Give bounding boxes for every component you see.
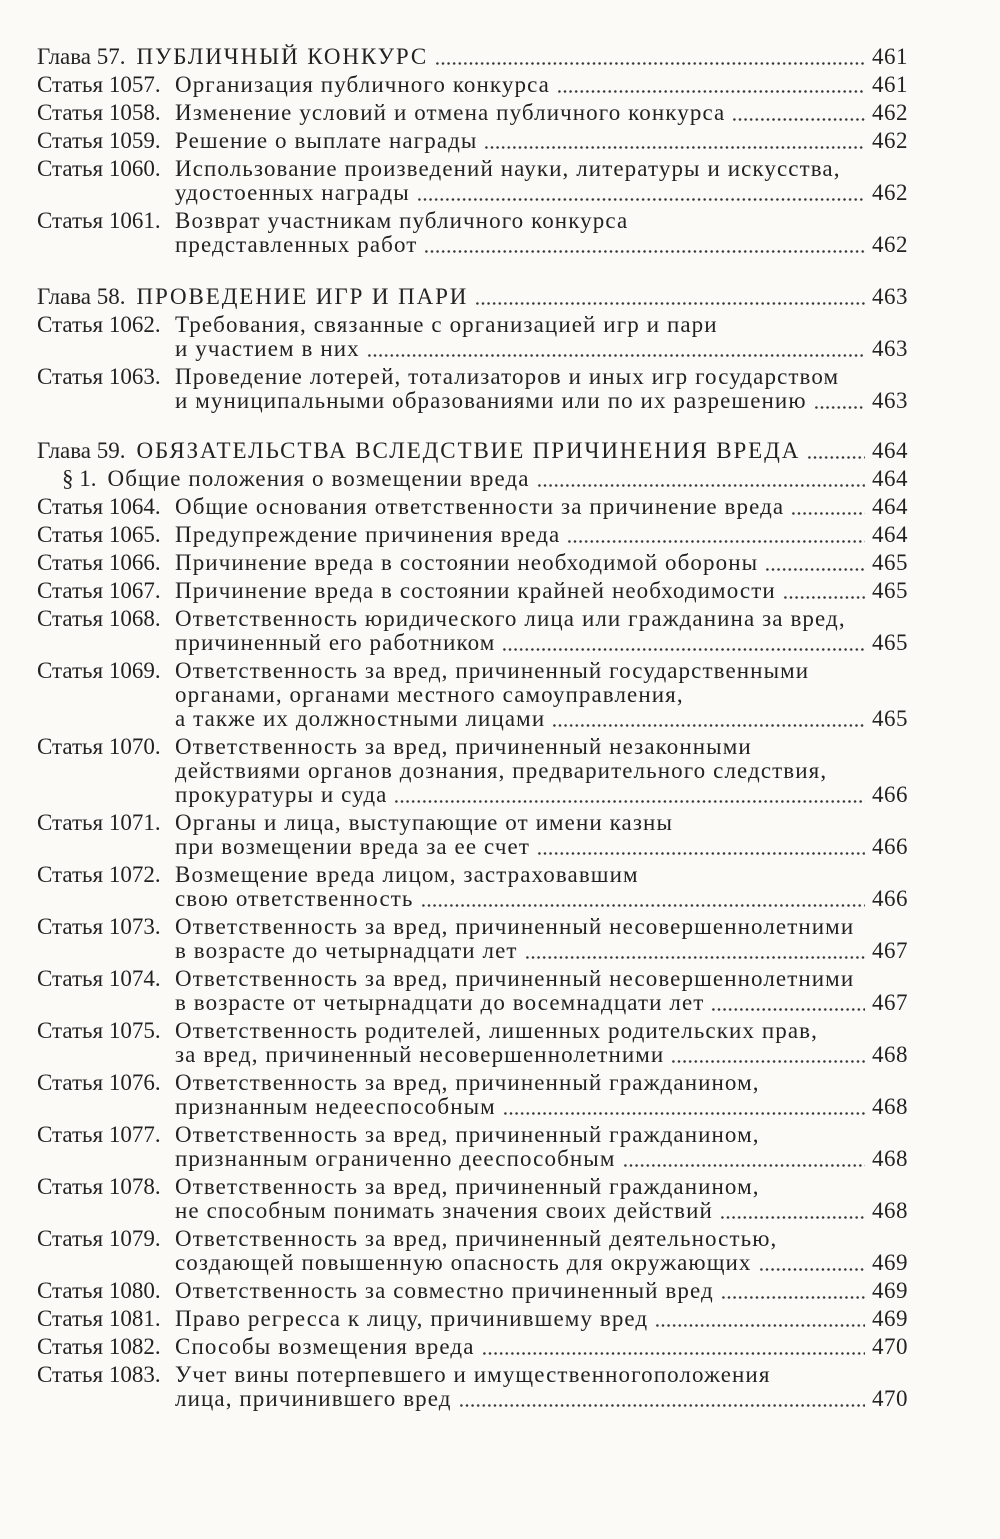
dot-leader	[721, 1216, 865, 1219]
dot-leader	[504, 1112, 865, 1115]
article-title: Ответственность юридического лица или гражданина за вред,	[175, 606, 846, 631]
dot-leader	[766, 568, 865, 571]
article-title: Ответственность за вред, причиненный гражданином,	[175, 1174, 760, 1199]
dot-leader	[733, 118, 865, 121]
toc-entry-article-1066	[37, 551, 908, 575]
toc-entry-article-1058	[37, 101, 908, 125]
toc-entry-article-1083	[37, 1363, 908, 1411]
article-title: Возврат участникам публичного конкурса	[175, 208, 629, 233]
dot-leader	[656, 1324, 865, 1327]
chapter-heading	[37, 439, 908, 463]
dot-leader	[436, 62, 865, 65]
toc-entry-article-1068	[37, 607, 908, 655]
page-number: 463	[872, 284, 908, 309]
article-title-continued: а также их должностными лицами	[175, 706, 546, 731]
dot-leader	[483, 1352, 865, 1355]
page-number: 469	[872, 1278, 908, 1303]
article-title: Требования, связанные с организацией игр и пари	[175, 312, 718, 337]
toc-entry-article-1057	[37, 73, 908, 97]
page-number: 462	[872, 180, 908, 205]
page-number: 465	[872, 706, 908, 731]
article-title-continued: при возмещении вреда за ее счет	[175, 834, 530, 859]
dot-leader	[460, 1404, 865, 1407]
article-number: Статья 1082.	[37, 1334, 161, 1359]
article-title-continued: признанным недееспособным	[175, 1094, 496, 1119]
page-number: 470	[872, 1334, 908, 1359]
chapter-59	[37, 439, 908, 1411]
chapter-number: Глава 57.	[37, 44, 126, 69]
entry-line	[37, 1123, 908, 1147]
dot-leader	[815, 406, 865, 409]
page-number: 463	[872, 336, 908, 361]
article-title: Причинение вреда в состоянии необходимой обороны	[175, 550, 759, 575]
entry-line	[37, 759, 908, 783]
dot-leader	[418, 198, 865, 201]
dot-leader	[672, 1060, 865, 1063]
dot-leader	[558, 90, 865, 93]
page-number: 465	[872, 578, 908, 603]
article-number: Статья 1067.	[37, 578, 161, 603]
article-number: Статья 1083.	[37, 1362, 161, 1387]
article-number: Статья 1060.	[37, 156, 161, 181]
article-title: Ответственность за вред, причиненный несовершеннолетними	[175, 966, 855, 991]
page-number: 462	[872, 232, 908, 257]
article-title-continued: создающей повышенную опасность для окружающих	[175, 1250, 752, 1275]
entry-line	[37, 863, 908, 887]
entry-line	[37, 209, 908, 233]
toc-entry-article-1061	[37, 209, 908, 257]
article-title-continued: за вред, причиненный несовершеннолетними	[175, 1042, 665, 1067]
article-title-continued: свою ответственность	[175, 886, 414, 911]
article-title-continued: в возрасте от четырнадцати до восемнадцати лет	[175, 990, 705, 1015]
article-title: Общие основания ответственности за причинение вреда	[175, 494, 785, 519]
dot-leader	[760, 1268, 865, 1271]
article-title-continued: представленных работ	[175, 232, 418, 257]
dot-leader	[712, 1008, 865, 1011]
dot-leader	[538, 852, 865, 855]
page-number: 464	[872, 466, 908, 491]
entry-line	[37, 1227, 908, 1251]
article-number: Статья 1079.	[37, 1226, 161, 1251]
article-number: Статья 1080.	[37, 1278, 161, 1303]
toc-entry-paragraph-1	[37, 467, 908, 491]
article-title-continued: удостоенных награды	[175, 180, 410, 205]
article-title-continued: и муниципальными образованиями или по их разрешению	[175, 388, 807, 413]
toc-entry-article-1081	[37, 1307, 908, 1331]
dot-leader	[395, 800, 865, 803]
entry-line	[37, 1071, 908, 1095]
article-number: Статья 1068.	[37, 606, 161, 631]
article-title-continued: органами, органами местного самоуправления,	[175, 682, 684, 707]
article-title: Ответственность за совместно причиненный вред	[175, 1278, 714, 1303]
entry-line	[37, 735, 908, 759]
dot-leader	[422, 904, 866, 907]
entry-line	[37, 1175, 908, 1199]
article-number: Статья 1061.	[37, 208, 161, 233]
article-number: Статья 1063.	[37, 364, 161, 389]
page-number: 466	[872, 782, 908, 807]
article-title: Предупреждение причинения вреда	[175, 522, 561, 547]
chapter-57	[37, 45, 908, 257]
dot-leader	[425, 250, 865, 253]
article-title: Ответственность за вред, причиненный гражданином,	[175, 1070, 760, 1095]
toc-entry-article-1080	[37, 1279, 908, 1303]
entry-line	[37, 887, 908, 911]
page-number: 463	[872, 388, 908, 413]
article-title: Возмещение вреда лицом, застраховавшим	[175, 862, 639, 887]
page-number: 464	[872, 438, 908, 463]
entry-line	[37, 835, 908, 859]
chapter-heading	[37, 285, 908, 309]
article-title: Причинение вреда в состоянии крайней необходимости	[175, 578, 776, 603]
entry-line	[37, 157, 908, 181]
article-number: Статья 1062.	[37, 312, 161, 337]
article-number: Статья 1075.	[37, 1018, 161, 1043]
toc-entry-article-1072	[37, 863, 908, 911]
chapter-number: Глава 59.	[37, 438, 126, 463]
article-number: Статья 1078.	[37, 1174, 161, 1199]
article-title-continued: лица, причинившего вред	[175, 1386, 452, 1411]
entry-line	[37, 1363, 908, 1387]
page-number: 465	[872, 550, 908, 575]
article-title: Изменение условий и отмена публичного конкурса	[175, 100, 726, 125]
dot-leader	[538, 484, 865, 487]
page-number: 464	[872, 522, 908, 547]
article-number: Статья 1058.	[37, 100, 161, 125]
article-title-continued: и участием в них	[175, 336, 360, 361]
article-number: Статья 1076.	[37, 1070, 161, 1095]
article-title-continued: действиями органов дознания, предварительного следствия,	[175, 758, 828, 783]
chapter-title: ПРОВЕДЕНИЕ ИГР И ПАРИ	[136, 284, 469, 309]
article-title-continued: прокуратуры и суда	[175, 782, 388, 807]
toc-entry-article-1065	[37, 523, 908, 547]
paragraph-number: § 1.	[62, 466, 97, 491]
toc-entry-article-1079	[37, 1227, 908, 1275]
entry-line	[37, 1019, 908, 1043]
article-title-continued: признанным ограниченно дееспособным	[175, 1146, 616, 1171]
article-number: Статья 1057.	[37, 72, 161, 97]
article-title: Ответственность за вред, причиненный деятельностью,	[175, 1226, 778, 1251]
entry-line	[37, 683, 908, 707]
article-title: Органы и лица, выступающие от имени казны	[175, 810, 673, 835]
article-title: Ответственность за вред, причиненный гражданином,	[175, 1122, 760, 1147]
dot-leader	[624, 1164, 865, 1167]
article-number: Статья 1072.	[37, 862, 161, 887]
toc-entry-article-1076	[37, 1071, 908, 1119]
chapter-58	[37, 285, 908, 413]
article-title-continued: не способным понимать значения своих действий	[175, 1198, 713, 1223]
entry-line	[37, 939, 908, 963]
article-number: Статья 1073.	[37, 914, 161, 939]
page-number: 468	[872, 1146, 908, 1171]
toc-entry-article-1060	[37, 157, 908, 205]
entry-line	[37, 915, 908, 939]
page-number: 470	[872, 1386, 908, 1411]
article-title: Ответственность за вред, причиненный государственными	[175, 658, 810, 683]
article-number: Статья 1071.	[37, 810, 161, 835]
entry-line	[37, 967, 908, 991]
page-number: 466	[872, 886, 908, 911]
toc-entry-article-1070	[37, 735, 908, 807]
page-number: 467	[872, 938, 908, 963]
toc-entry-article-1078	[37, 1175, 908, 1223]
article-number: Статья 1070.	[37, 734, 161, 759]
entry-line	[37, 389, 908, 413]
entry-line	[37, 337, 908, 361]
page-number: 467	[872, 990, 908, 1015]
paragraph-title: Общие положения о возмещении вреда	[107, 466, 530, 491]
article-number: Статья 1066.	[37, 550, 161, 575]
dot-leader	[784, 596, 865, 599]
article-title: Организация публичного конкурса	[175, 72, 550, 97]
entry-line	[37, 783, 908, 807]
dot-leader	[568, 540, 865, 543]
entry-line	[37, 1095, 908, 1119]
article-number: Статья 1069.	[37, 658, 161, 683]
toc-entry-article-1082	[37, 1335, 908, 1359]
page-number: 465	[872, 630, 908, 655]
page-number: 466	[872, 834, 908, 859]
page-number: 462	[872, 100, 908, 125]
page-number: 468	[872, 1198, 908, 1223]
page-number: 469	[872, 1306, 908, 1331]
entry-line	[37, 659, 908, 683]
dot-leader	[526, 956, 865, 959]
article-number: Статья 1081.	[37, 1306, 161, 1331]
chapter-number: Глава 58.	[37, 284, 126, 309]
toc-entry-article-1075	[37, 1019, 908, 1067]
article-number: Статья 1077.	[37, 1122, 161, 1147]
article-title: Проведение лотерей, тотализаторов и иных игр государством	[175, 364, 840, 389]
entry-line	[37, 1387, 908, 1411]
article-number: Статья 1065.	[37, 522, 161, 547]
toc-entry-article-1063	[37, 365, 908, 413]
entry-line	[37, 1251, 908, 1275]
article-number: Статья 1064.	[37, 494, 161, 519]
page-number: 461	[872, 44, 908, 69]
page-number: 464	[872, 494, 908, 519]
dot-leader	[722, 1296, 865, 1299]
entry-line	[37, 181, 908, 205]
entry-line	[37, 1043, 908, 1067]
chapter-heading	[37, 45, 908, 69]
dot-leader	[368, 354, 865, 357]
dot-leader	[503, 648, 865, 651]
entry-line	[37, 631, 908, 655]
entry-line	[37, 607, 908, 631]
entry-line	[37, 991, 908, 1015]
toc-entry-article-1073	[37, 915, 908, 963]
entry-line	[37, 1147, 908, 1171]
toc-entry-article-1064	[37, 495, 908, 519]
article-title: Ответственность за вред, причиненный незаконными	[175, 734, 752, 759]
dot-leader	[792, 512, 865, 515]
toc-entry-article-1071	[37, 811, 908, 859]
dot-leader	[553, 724, 865, 727]
toc-entry-article-1074	[37, 967, 908, 1015]
entry-line	[37, 365, 908, 389]
dot-leader	[485, 146, 865, 149]
entry-line	[37, 1199, 908, 1223]
article-title: Ответственность за вред, причиненный несовершеннолетними	[175, 914, 855, 939]
article-number: Статья 1074.	[37, 966, 161, 991]
toc-entry-article-1069	[37, 659, 908, 731]
dot-leader	[808, 456, 865, 459]
article-title: Право регресса к лицу, причинившему вред	[175, 1306, 649, 1331]
article-title: Решение о выплате награды	[175, 128, 478, 153]
chapter-title: ОБЯЗАТЕЛЬСТВА ВСЛЕДСТВИЕ ПРИЧИНЕНИЯ ВРЕДА	[136, 438, 801, 463]
entry-line	[37, 313, 908, 337]
article-number: Статья 1059.	[37, 128, 161, 153]
article-title: Способы возмещения вреда	[175, 1334, 475, 1359]
toc-entry-article-1077	[37, 1123, 908, 1171]
page-number: 468	[872, 1094, 908, 1119]
page-number: 468	[872, 1042, 908, 1067]
article-title: Ответственность родителей, лишенных родительских прав,	[175, 1018, 818, 1043]
toc-entry-article-1062	[37, 313, 908, 361]
entry-line	[37, 707, 908, 731]
article-title-continued: причиненный его работником	[175, 630, 496, 655]
dot-leader	[476, 302, 865, 305]
article-title-continued: в возрасте до четырнадцати лет	[175, 938, 518, 963]
article-title: Учет вины потерпевшего и имущественногоположения	[175, 1362, 771, 1387]
page-number: 462	[872, 128, 908, 153]
page-number: 469	[872, 1250, 908, 1275]
toc-entry-article-1059	[37, 129, 908, 153]
entry-line	[37, 811, 908, 835]
toc-entry-article-1067	[37, 579, 908, 603]
chapter-title: ПУБЛИЧНЫЙ КОНКУРС	[136, 44, 429, 69]
article-title: Использование произведений науки, литературы и искусства,	[175, 156, 841, 181]
entry-line	[37, 233, 908, 257]
page-number: 461	[872, 72, 908, 97]
